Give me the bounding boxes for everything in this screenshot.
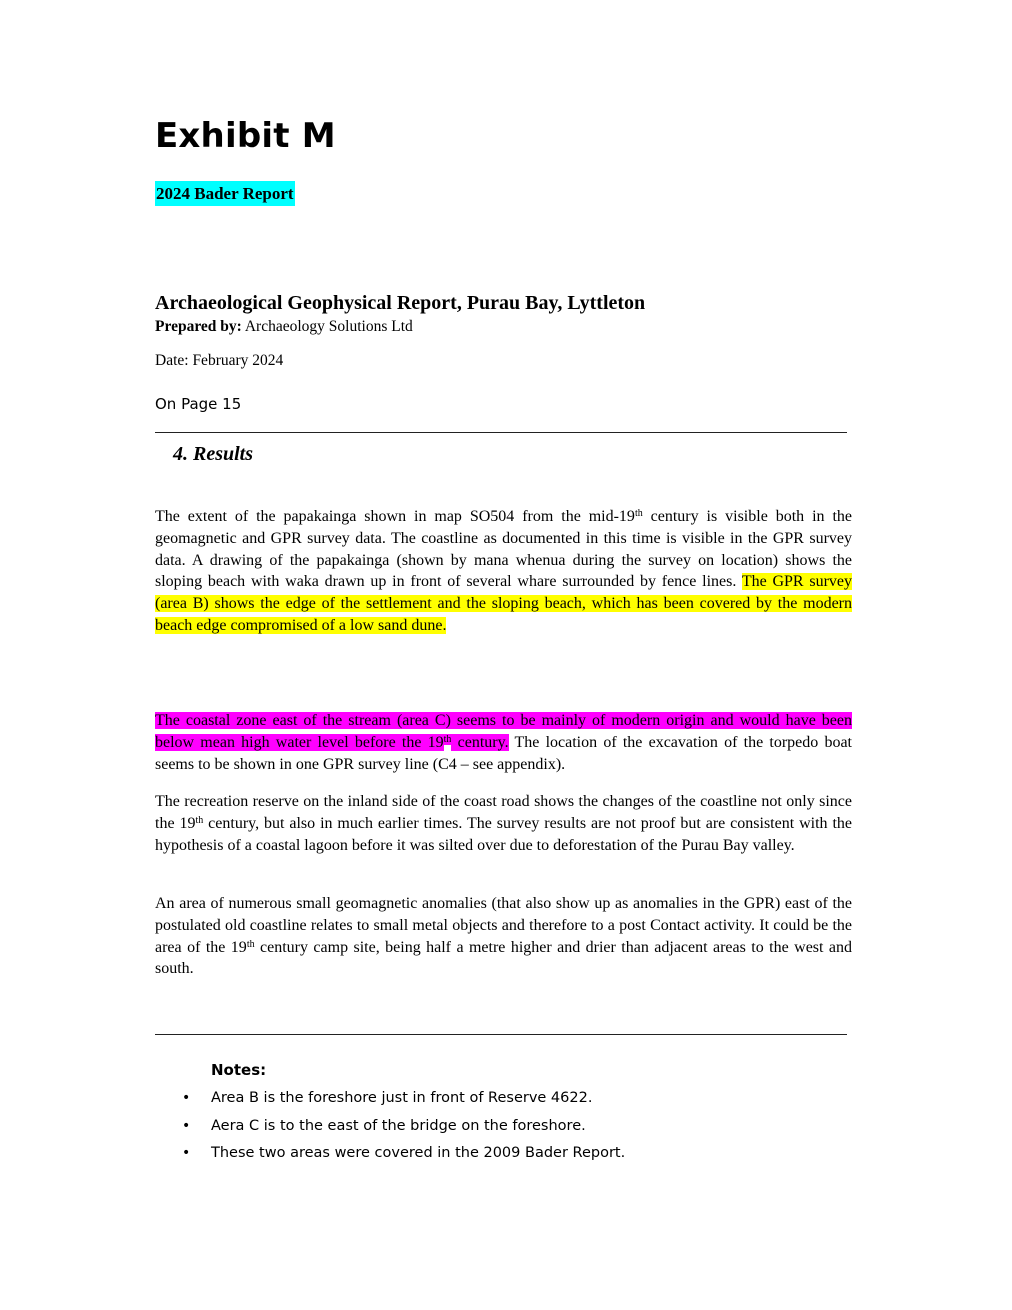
- p2-superscript: th: [443, 733, 452, 745]
- bottom-divider: [155, 1034, 847, 1035]
- p3-superscript: th: [195, 814, 204, 826]
- prepared-by-value: Archaeology Solutions Ltd: [241, 318, 413, 335]
- p4-text-b: century camp site, being half a metre higher and drier than adjacent areas to the west and south.: [155, 938, 853, 978]
- note-text: Area B is the foreshore just in front of Reserve 4622.: [211, 1090, 593, 1106]
- results-paragraph-2: [155, 710, 852, 775]
- notes-list: [0, 1087, 1012, 1170]
- p4-superscript: th: [246, 938, 255, 950]
- list-item: [0, 1115, 1012, 1143]
- p1-yellow-highlight: The GPR survey (area B) shows the edge of the settlement and the sloping beach, which has been covered by the modern beach edge compromised of a low sand dune.: [155, 573, 853, 634]
- results-paragraph-1: [155, 506, 852, 637]
- note-text: These two areas were covered in the 2009 Bader Report.: [211, 1145, 626, 1161]
- prepared-by-line: [155, 316, 413, 338]
- p2-magenta-highlight-b: century.: [451, 733, 509, 751]
- p4-text-a: An area of numerous small geomagnetic anomalies (that also show up as anomalies in the GPR) east of the postulated old coastline relates to small metal objects and therefore to a post Contact activity. It could be the area of the 19: [155, 895, 852, 956]
- report-title: Archaeological Geophysical Report, Purau Bay, Lyttleton: [155, 292, 646, 314]
- report-subtitle-highlight: 2024 Bader Report: [155, 181, 295, 206]
- list-item: [0, 1087, 1012, 1115]
- report-date: Date: February 2024: [155, 352, 284, 369]
- p3-text-a: The recreation reserve on the inland side of the coast road shows the changes of the coastline not only since the 19: [155, 793, 852, 832]
- results-paragraph-4: [155, 893, 852, 980]
- p1-superscript: th: [634, 508, 643, 519]
- exhibit-title: Exhibit M: [155, 116, 336, 156]
- section-heading: 4. Results: [173, 443, 254, 465]
- p2-magenta-highlight-a: The coastal zone east of the stream (area C) seems to be mainly of modern origin and would have been below mean high water level before the 19: [155, 712, 852, 751]
- p1-text-b: century is visible both in the geomagnetic and GPR survey data. The coastline as documented in this time is visible in the GPR survey data. A drawing of the papakainga (shown by mana whenua during the survey on location) shows the sloping beach with waka drawn up in front of several whare surrounded by fence lines.: [155, 508, 852, 591]
- note-text: Aera C is to the east of the bridge on the foreshore.: [211, 1117, 586, 1134]
- page-reference: On Page 15: [155, 395, 242, 413]
- top-divider: [155, 432, 847, 433]
- p3-text-b: century, but also in much earlier times. The survey results are not proof but are consistent with the hypothesis of a coastal lagoon before it was silted over due to deforestation of the Purau Bay valley.: [155, 814, 852, 854]
- prepared-by-label: Prepared by:: [155, 318, 242, 335]
- p1-text-a: The extent of the papakainga shown in map SO504 from the mid-19: [155, 508, 635, 525]
- p2-text-rest: The location of the excavation of the torpedo boat seems to be shown in one GPR survey line (C4 – see appendix).: [155, 733, 852, 773]
- results-paragraph-3: [155, 791, 852, 856]
- bullet-icon: •: [182, 1145, 191, 1161]
- bullet-icon: •: [182, 1117, 191, 1134]
- list-item: [0, 1142, 1012, 1170]
- notes-heading: Notes:: [211, 1061, 267, 1079]
- bullet-icon: •: [182, 1090, 191, 1106]
